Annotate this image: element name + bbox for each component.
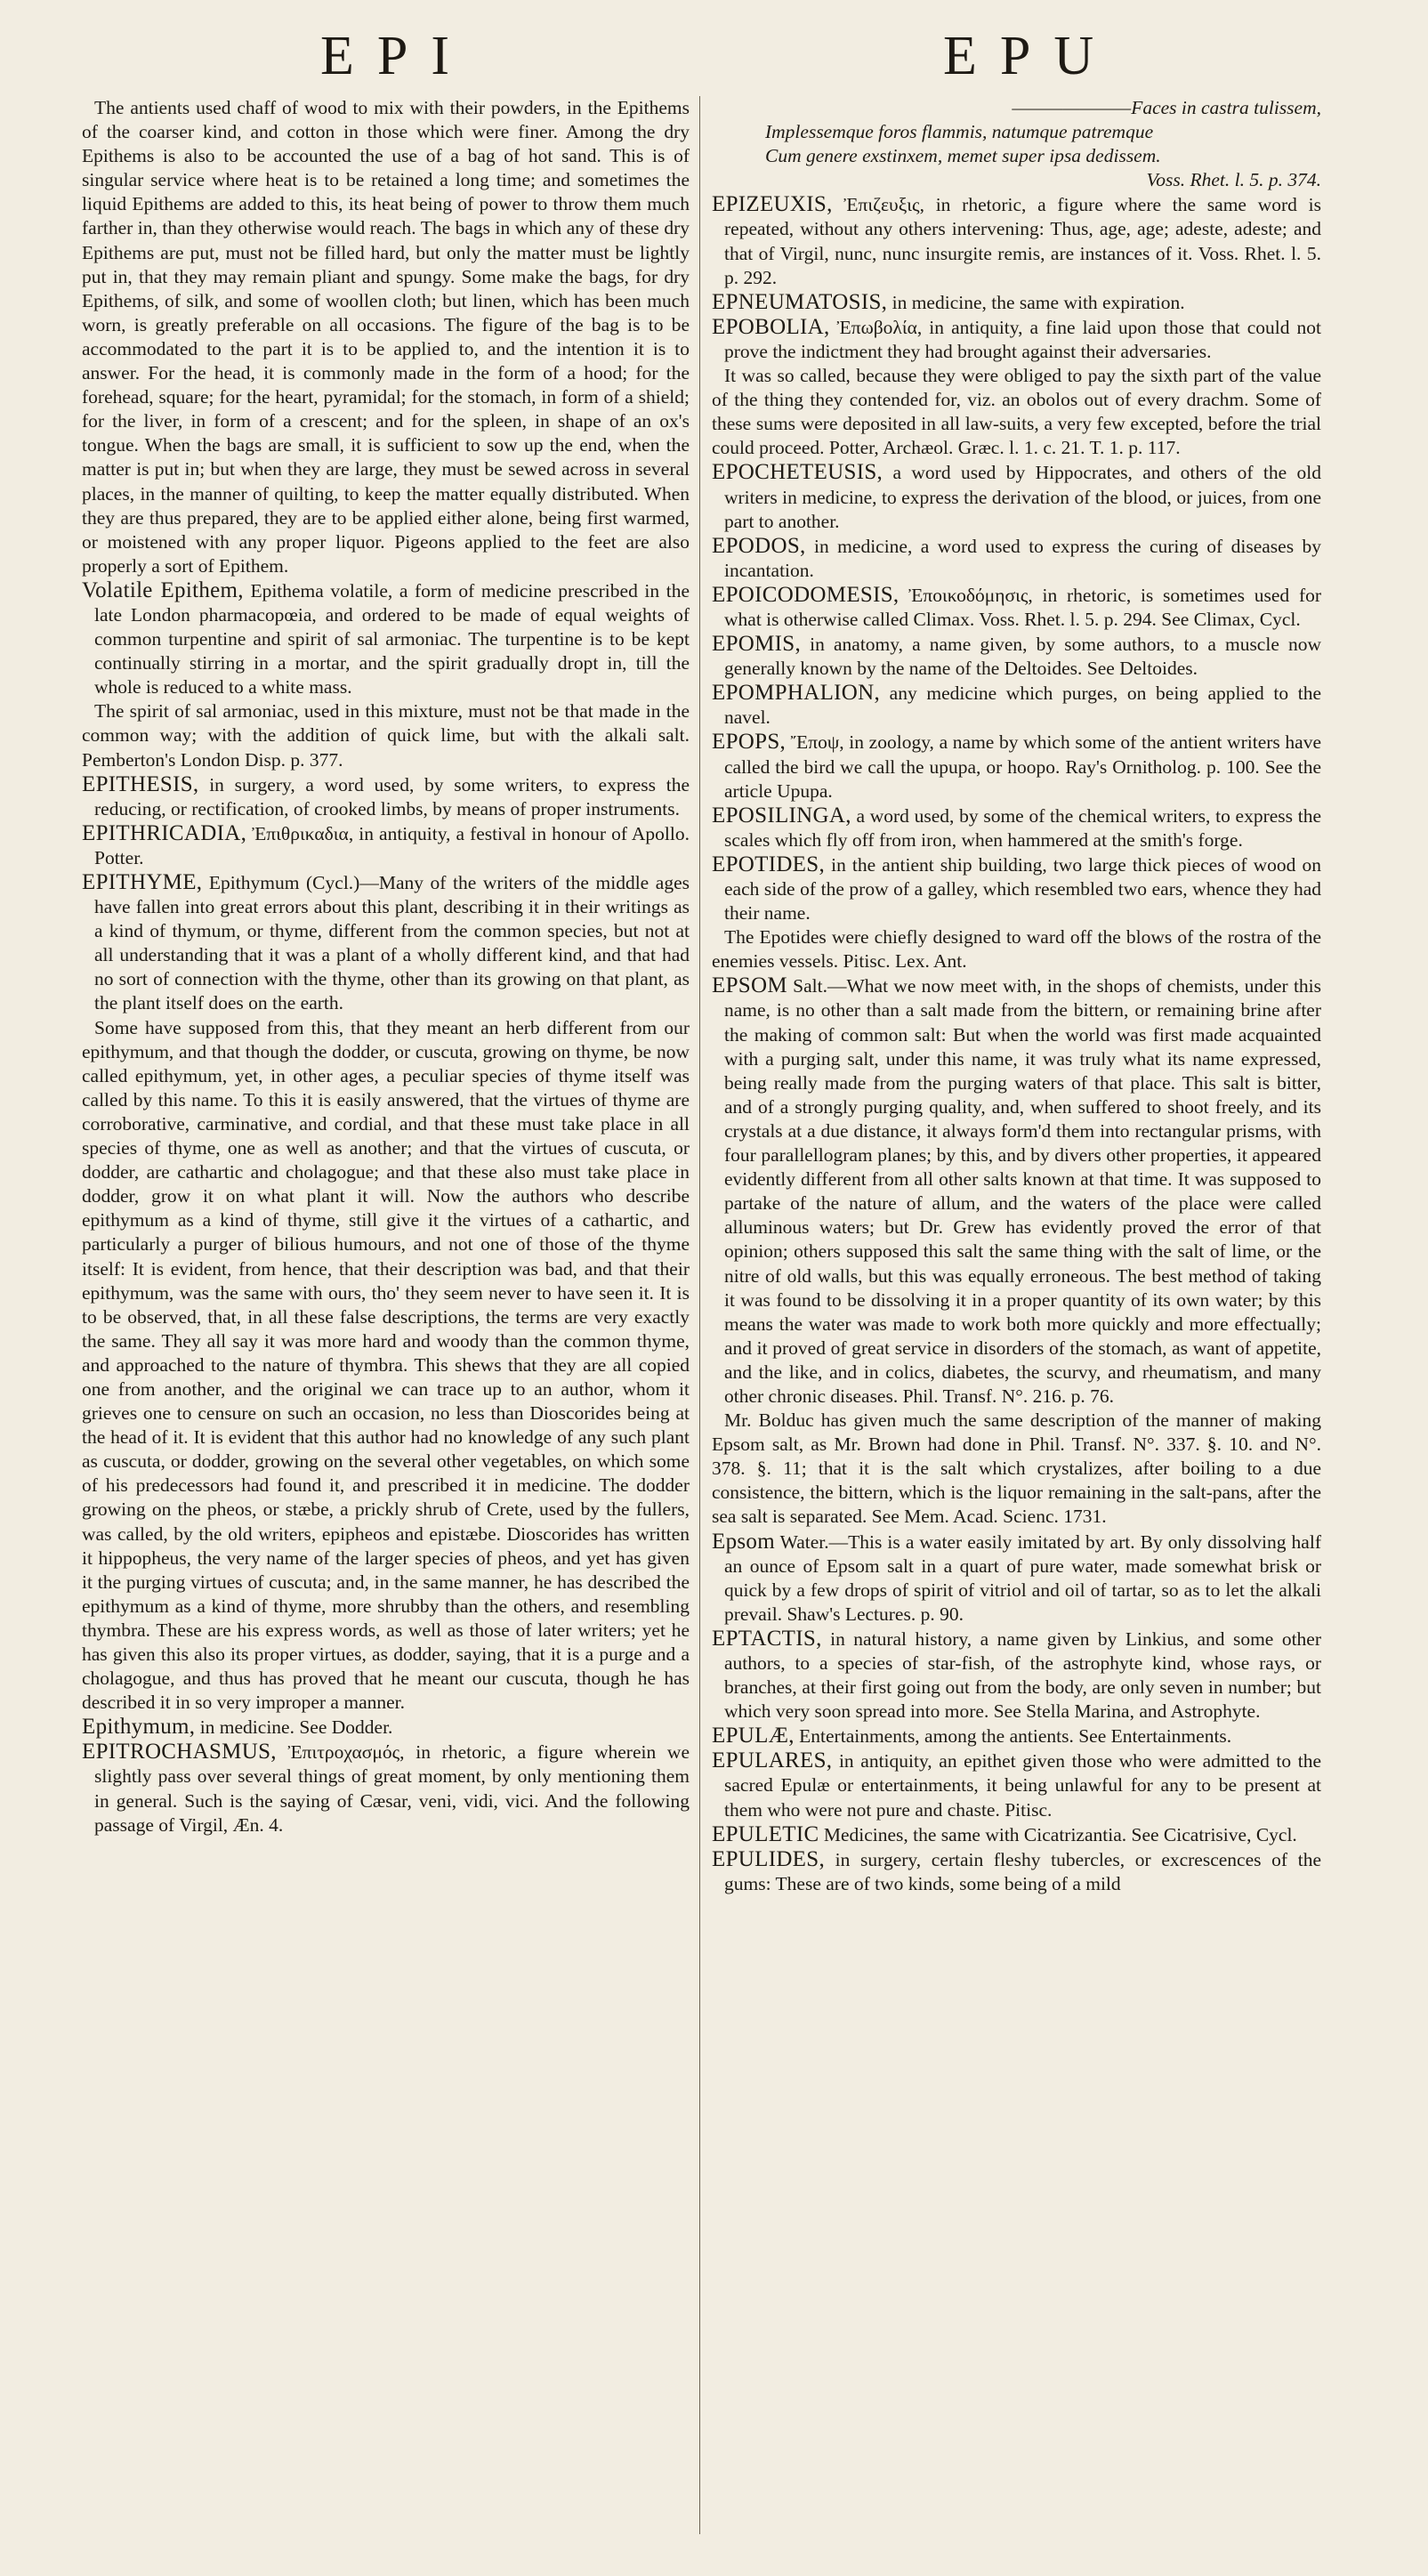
headword: EPOPS,	[712, 730, 787, 755]
headword: EPODOS,	[712, 533, 806, 558]
verse-line: Implessemque foros flammis, natumque patremque	[765, 121, 1154, 143]
entry-epoicodomesis	[712, 583, 1321, 632]
entry-epocheteusis	[712, 460, 1321, 533]
entry-body: in surgery, certain fleshy tubercles, or excrescences of the gums: These are of two kinds, some being of a mild	[724, 1848, 1321, 1894]
paragraph-epobolia-continued: It was so called, because they were obliged to pay the sixth part of the value of the thing they contended for, viz. an obolos out of every drachm. Some of these sums were deposited in all law-suits, a very few excepted, before the trial could proceed. Potter, Archæol. Græc. l. 1. c. 21. T. 1. p. 117.	[712, 365, 1321, 459]
entry-body: any medicine which purges, on being applied to the navel.	[724, 682, 1321, 729]
headword: EPULIDES,	[712, 1846, 826, 1871]
headword: EPULETIC	[712, 1821, 819, 1846]
entry-body: a word used, by some of the chemical writers, to express the scales which fly off from iron, when hammered at the smith's forge.	[724, 804, 1322, 851]
entry-body: Ἐπιθρικαδια, in antiquity, a festival in honour of Apollo. Potter.	[94, 822, 690, 868]
headword: EPSOM	[712, 973, 787, 998]
entry-body: Ἐποικοδόμησις, in rhetoric, is sometimes used for what is otherwise called Climax. Voss. Rhet. l. 5. p. 294. See Climax, Cycl.	[724, 584, 1322, 630]
headword: EPNEUMATOSIS,	[712, 289, 888, 314]
headword: EPOMPHALION,	[712, 681, 881, 706]
entry-body: in medicine. See Dodder.	[199, 1716, 393, 1739]
entry-epitrochasmus	[82, 1740, 690, 1837]
headword: EPULARES,	[712, 1748, 833, 1773]
paragraph-epotides-continued: The Epotides were chiefly designed to ward off the blows of the rostra of the enemies vessels. Pitisc. Lex. Ant.	[712, 926, 1321, 973]
headword: EPOICODOMESIS,	[712, 582, 900, 607]
entry-epithricadia	[82, 821, 690, 870]
entry-body: in medicine, the same with expiration.	[891, 291, 1185, 313]
headword: EPITROCHASMUS,	[82, 1740, 277, 1764]
entry-body: a word used by Hippocrates, and others of the old writers in medicine, to express the derivation of the blood, or juices, from one part to another.	[724, 462, 1321, 532]
headword: EPITHRICADIA,	[82, 820, 247, 845]
verse-line: Cum genere exstinxem, memet super ipsa dedissem.	[765, 145, 1161, 167]
paragraph-epithem-continued: The antients used chaff of wood to mix with their powders, in the Epithems of the coarser kind, and cotton in those which were finer. Among the dry Epithems is also to be accounted the use of a bag of hot sand. This is of singular service where heat is to be retained a long time; and sometimes the liquid Epithems are added to this, its heat being of power to throw them much farther in, than they otherwise would reach. The bags in which any of these dry Epithems are put, must not be filled hard, but only the matter must be lightly put in, that they may remain pliant and spungy. Some make the bags, for dry Epithems, of silk, and some of woollen cloth; but linen, which has been much worn, is greatly preferable on all occasions. The figure of the bag is to be accommodated to the part it is to be applied to, and the intention it is to answer. For the head, it is commonly made in the form of a hood; for the forehead, square; for the heart, pyramidal; for the stomach, in form of a shield; for the liver, in form of a crescent; and for the spleen, in shape of an ox's tongue. When the bags are small, it is sufficient to sow up the end, when the matter is put in; but when they are large, they must be sewed across in several places, in the manner of quilting, to keep the matter equally distributed. When they are thus prepared, they are to be applied either alone, being first warmed, or moistened with any proper liquor. Pigeons applied to the feet are also properly a sort of Epithem.	[82, 97, 690, 577]
entry-eposilinga	[712, 803, 1321, 852]
headword: EPOCHETEUSIS,	[712, 460, 883, 485]
entry-epobolia	[712, 315, 1321, 364]
entry-epithyme	[82, 870, 690, 1016]
entry-epomphalion	[712, 681, 1321, 730]
entry-epsom-water	[712, 1530, 1321, 1627]
entry-body: in anatomy, a name given, by some authors, to a muscle now generally known by the name of the Deltoides. See Deltoides.	[724, 634, 1321, 680]
entry-body: Salt.—What we now meet with, in the shops of chemists, under this name, is no other than a salt made from the bittern, or remaining brine after the making of common salt: But when the world was first made acquainted with a purging salt, under this name, it was truly what its name expressed, being really made from the purging waters of that place. This salt is bitter, and of a strongly purging quality, and, when suffered to shoot freely, and its crystals at a due distance, it always form'd them into rectangular prisms, with four parallellogram planes; by this, and by divers other properties, it appeared evidently different from all other salts known at that time. It was supposed to partake of the nature of allum, and the waters of the place were called alluminous waters; but Dr. Grew has evidently proved the error of that opinion; others supposed this salt the same thing with the salt of lime, or the nitre of old walls, but this was equally erroneous. The best method of taking it was found to be dissolving it in a proper quantity of its own water; by this means the water was made to work both more quickly and more effectually; and it proved of great service in disorders of the stomach, as want of appetite, and the like, and in colics, diabetes, the scurvy, and rheumatism, and many other chronic diseases. Phil. Transf. N°. 216. p. 76.	[724, 975, 1322, 1407]
headword: EPOBOLIA,	[712, 314, 830, 339]
entry-epizeuxis	[712, 192, 1321, 289]
entry-eptactis	[712, 1627, 1321, 1724]
entry-body: in medicine, a word used to express the curing of diseases by incantation.	[724, 535, 1322, 581]
entry-body: in surgery, a word used, by some writers, to express the reducing, or rectification, of crooked limbs, by means of proper instruments.	[94, 773, 690, 820]
headword: EPITHESIS,	[82, 771, 199, 796]
paragraph-epsom-continued: Mr. Bolduc has given much the same description of the manner of making Epsom salt, as Mr. Brown had done in Phil. Transf. N°. 337. §. 10. and N°. 378. §. 11; that it is the salt which crystalizes, after boiling to a due consistence, the bittern, which is the liquor remaining in the salt-pans, after the sea salt is separated. See Mem. Acad. Scienc. 1731.	[712, 1409, 1321, 1528]
entry-epsom-salt	[712, 973, 1321, 1409]
entry-body: Ἔποψ, in zoology, a name by which some of the antient writers have called the bird we call the upupa, or hoopo. Ray's Ornitholog. p. 100. See the article Upupa.	[724, 731, 1322, 802]
verse-quotation	[712, 96, 1321, 192]
entry-epomis	[712, 632, 1321, 681]
paragraph-volatile-continued: The spirit of sal armoniac, used in this mixture, must not be that made in the common way; with the addition of quick lime, but with the alkali salt. Pemberton's London Disp. p. 377.	[82, 700, 690, 771]
entry-epulae	[712, 1724, 1321, 1748]
headword: EPIZEUXIS,	[712, 192, 833, 217]
verse-line: ———————Faces in castra tulissem,	[1012, 97, 1321, 118]
headword: EPOTIDES,	[712, 852, 826, 876]
column-divider	[699, 96, 700, 2534]
headword: Epsom	[712, 1529, 775, 1554]
entry-epotides	[712, 852, 1321, 925]
left-column	[82, 96, 690, 1837]
entry-body: Medicines, the same with Cicatrizantia. See Cicatrisive, Cycl.	[823, 1823, 1297, 1845]
entry-body: Epithema volatile, a form of medicine prescribed in the late London pharmacopœia, and ordered to be made of equal weights of common turpentine and spirit of sal armoniac. The turpentine is to be kept continually stirring in a mortar, and the spirit gradually dropt in, till the whole is reduced to a white mass.	[94, 579, 690, 699]
paragraph-epithyme-continued: Some have supposed from this, that they meant an herb different from our epithymum, and that though the dodder, or cuscuta, growing on thyme, be now called epithymum, yet, in other ages, a peculiar species of thyme itself was called by this name. To this it is easily answered, that the virtues of thyme are corroborative, carminative, and cordial, and that these must take place in all species of thyme, one as well as another; and that the virtues of cuscuta, or dodder, are cathartic and cholagogue; and that these also must take place in dodder, grow it on what plant it will. Now the authors who describe epithymum as a kind of thyme, still give it the virtues of a cathartic, and particularly a purger of bilious humours, and not one of those of the thyme itself: It is evident, from hence, that their description was bad, and that their epithymum, was the same with ours, tho' they seem never to have seen it. It is to be observed, that, in all these false descriptions, the terms are very exactly the same. They all say it was more hard and woody than the common thyme, and approached to the nature of thymbra. This shews that they are all copied one from another, and the original we can trace up to an author, whom it grieves one to censure on such an occasion, no less than Dioscorides being at the head of it. It is evident that this author had no knowledge of any such plant as cuscuta, or dodder, growing on the several other vegetables, on which some of his predecessors had found it, and prescribed it in medicine. The dodder growing on the pheos, or stæbe, a prickly shrub of Crete, used by the fullers, was called, by the old writers, epipheos and epistæbe. Dioscorides has written it hippopheus, the very name of the larger species of pheos, and yet has given it the purging virtues of cuscuta; and, in the same manner, he has described the epithymum as a kind of thyme, more shrubby than the others, and resembling thymbra. These are his express words, as well as those of later writers; yet he has given this also its proper virtues, as dodder, saying, that it is a purge and a cholagogue, and thus has proved that he meant our cuscuta, though he has described it in so very improper a manner.	[82, 1016, 690, 1714]
verse-citation: Voss. Rhet. l. 5. p. 374.	[1146, 169, 1321, 191]
entry-body: Water.—This is a water easily imitated by art. By only dissolving half an ounce of Epsom salt in a quart of pure water, made somewhat brisk or quick by a few drops of spirit of vitriol and oil of tartar, so as to let the alkali prevail. Shaw's Lectures. p. 90.	[724, 1530, 1321, 1625]
entry-body: in natural history, a name given by Linkius, and some other authors, to a species of star-fish, of the astrophyte kind, whose rays, or branches, at their first going out from the body, are only seven in number; but which very soon spread into more. See Stella Marina, and Astrophyte.	[724, 1627, 1321, 1723]
entry-epneumatosis	[712, 290, 1321, 315]
headword: Volatile Epithem,	[82, 577, 244, 602]
headword: EPITHYME,	[82, 870, 203, 894]
running-head-right: EPU	[943, 26, 1117, 86]
entry-epops	[712, 730, 1321, 803]
headword: Epithymum,	[82, 1715, 196, 1740]
headword: EPULÆ,	[712, 1724, 795, 1748]
headword: EPOSILINGA,	[712, 803, 851, 828]
entry-body: Ἐπωβολία, in antiquity, a fine laid upon those that could not prove the indictment they had brought against their adversaries.	[724, 316, 1321, 362]
entry-epodos	[712, 534, 1321, 583]
entry-body: Ἐπιζευξις, in rhetoric, a figure where the same word is repeated, without any others intervening: Thus, age, age; adeste, adeste; and that of Virgil, nunc, nunc insurgite remis, are instances of it. Voss. Rhet. l. 5. p. 292.	[724, 194, 1322, 288]
running-head-left: EPI	[320, 26, 472, 86]
entry-body: Epithymum (Cycl.)—Many of the writers of the middle ages have fallen into great errors about this plant, describing it in their writings as a kind of thymum, or thyme, different from the common species, but not at all understanding that it was a plant of a wholly different kind, and that had no sort of connection with the thyme, other than its growing on that plant, as the plant itself does on the earth.	[94, 872, 690, 1014]
entry-epithymum	[82, 1715, 690, 1740]
entry-body: in antiquity, an epithet given those who were admitted to the sacred Epulæ or entertainments, it being unlawful for any to be present at them who were not pure and chaste. Pitisc.	[724, 1750, 1321, 1821]
entry-body: Entertainments, among the antients. See Entertainments.	[799, 1725, 1232, 1748]
entry-body: in the antient ship building, two large thick pieces of wood on each side of the prow of a galley, which resembled two ears, whence they had their name.	[724, 853, 1322, 925]
headword: EPTACTIS,	[712, 1626, 822, 1651]
entry-epuletic	[712, 1822, 1321, 1847]
entry-epulides	[712, 1847, 1321, 1896]
headword: EPOMIS,	[712, 632, 802, 657]
entry-epulares	[712, 1748, 1321, 1821]
entry-volatile-epithem	[82, 578, 690, 699]
right-column	[712, 96, 1321, 1896]
entry-body: Ἐπιτροχασμός, in rhetoric, a figure wherein we slightly pass over several things of great moment, by only mentioning them in general. Such is the saying of Cæsar, veni, vidi, vici. And the following passage of Virgil, Æn. 4.	[94, 1741, 690, 1836]
entry-epithesis	[82, 772, 690, 821]
